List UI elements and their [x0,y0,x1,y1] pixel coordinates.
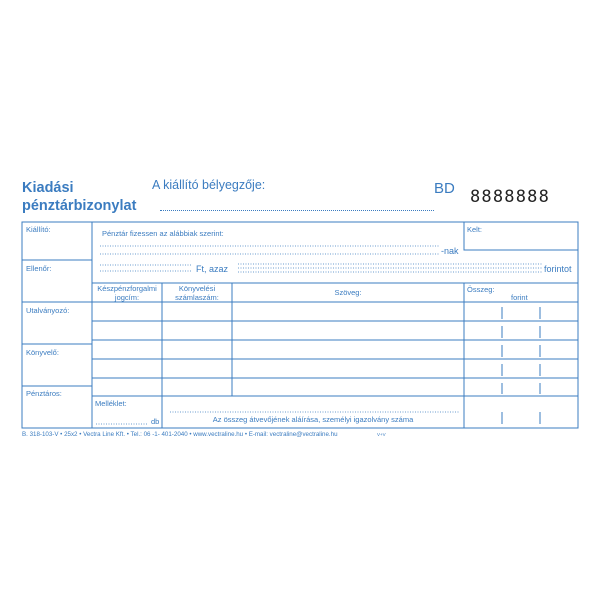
footer-print-code: B. 318-103-V • 25x2 • Vectra Line Kft. • Tel.: 06 -1- 401-2040 • www.vectraline.hu • E-mail: vectraline@vectraline.hu [22,431,338,438]
form-title-line2: pénztárbizonylat [22,198,137,214]
cash-code-header-line2: jogcím: [114,293,140,302]
authorizer-label: Utalványozó: [26,306,70,315]
account-header-line2: számlaszám: [175,293,219,302]
attachments-label: Melléklet: [95,399,127,408]
cash-code-header-line1: Készpénzforgalmi [97,284,157,293]
date-label: Kelt: [467,225,483,234]
cash-code-header [92,284,162,302]
text-header: Szöveg: [334,288,362,297]
form-title-line1: Kiadási [22,180,74,196]
serial-number: 8888888 [470,187,551,207]
payment-instruction: Pénztár fizessen az alábbiak szerint: [102,229,224,238]
amount-words-suffix: forintot [544,264,572,274]
form-frame [22,222,578,428]
amount-header: Összeg: [467,285,495,294]
bookkeeper-label: Könyvelő: [26,348,59,357]
stamp-label: A kiállító bélyegzője: [152,178,266,192]
account-header [162,284,232,302]
receipt-signature-text: Az összeg átvevőjének aláírása, személyi igazolvány száma [212,415,414,424]
series-prefix: BD [434,180,455,197]
cashier-label: Pénztáros: [26,389,62,398]
issuer-label: Kiállító: [26,225,51,234]
attachments-unit: db [151,417,160,426]
payee-suffix: -nak [441,246,459,256]
footer-small-mark: V+V [377,432,386,437]
amount-label: Ft, azaz [196,264,229,274]
account-header-line1: Könyvelési [178,284,216,293]
amount-unit-header: forint [511,293,528,302]
checker-label: Ellenőr: [26,264,52,273]
